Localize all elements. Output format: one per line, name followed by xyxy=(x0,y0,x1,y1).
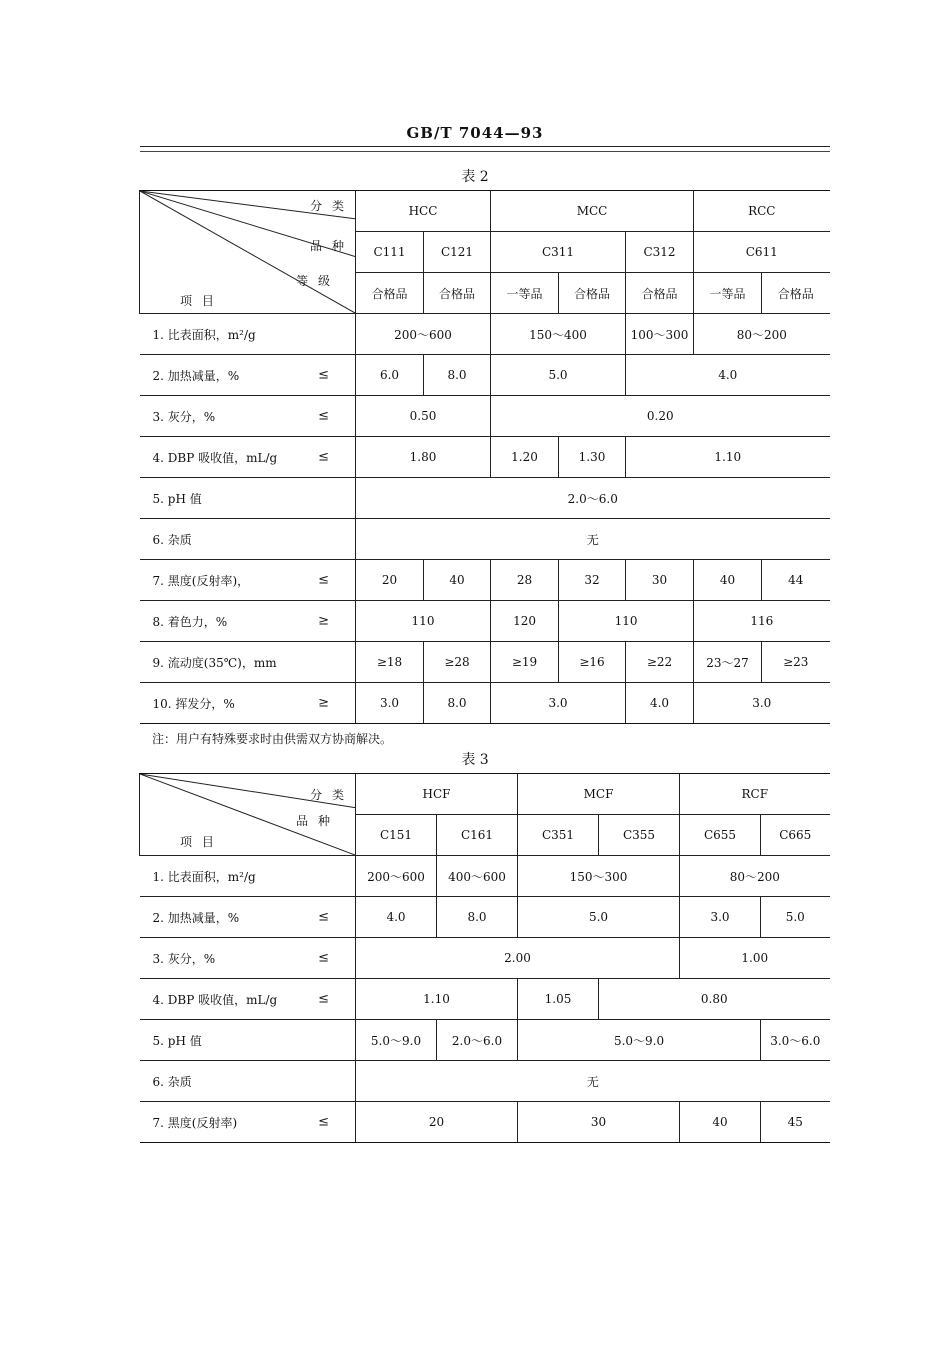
corner-category-label: 分 类 xyxy=(310,199,347,213)
value-cell: 4.0 xyxy=(626,683,694,724)
variety-cell: C665 xyxy=(761,815,830,856)
row-label-text: 3. 灰分，% xyxy=(152,951,216,966)
row-label-text: 1. 比表面积，m²/g xyxy=(152,869,256,884)
row-label-text: 5. pH 值 xyxy=(152,491,202,506)
value-cell: 44 xyxy=(762,560,830,601)
corner-item-label: 项 目 xyxy=(180,835,217,849)
row-label xyxy=(140,856,356,897)
value-cell: ≥16 xyxy=(559,642,626,683)
table-row xyxy=(140,601,830,642)
variety-cell: C655 xyxy=(680,815,761,856)
value-cell: 4.0 xyxy=(356,897,437,938)
row-symbol: ≥ xyxy=(318,695,329,711)
table-row xyxy=(140,396,830,437)
table-row xyxy=(140,856,830,897)
row-symbol: ≤ xyxy=(318,1114,329,1130)
value-cell: 120 xyxy=(491,601,559,642)
grade-cell: 合格品 xyxy=(559,273,626,314)
table3 xyxy=(139,773,830,1143)
row-label xyxy=(140,979,356,1020)
value-cell: 110 xyxy=(356,601,491,642)
row-label xyxy=(140,437,356,478)
corner-item-label: 项 目 xyxy=(180,294,217,308)
row-symbol: ≥ xyxy=(318,613,329,629)
row-symbol: ≤ xyxy=(318,408,329,424)
table-row xyxy=(140,897,830,938)
table-row xyxy=(140,560,830,601)
row-symbol: ≤ xyxy=(318,572,329,588)
value-cell: 30 xyxy=(626,560,694,601)
grade-cell: 合格品 xyxy=(424,273,491,314)
value-cell: 200～600 xyxy=(356,856,437,897)
value-cell: 3.0 xyxy=(694,683,830,724)
table2-header-row-category xyxy=(140,191,830,232)
row-symbol: ≤ xyxy=(318,991,329,1007)
row-symbol: ≤ xyxy=(318,367,329,383)
row-label xyxy=(140,560,356,601)
value-cell: 1.80 xyxy=(356,437,491,478)
grade-cell: 一等品 xyxy=(491,273,559,314)
value-cell: 无 xyxy=(356,1061,830,1102)
row-label xyxy=(140,642,356,683)
table3-corner-cell xyxy=(140,774,356,856)
row-label-text: 2. 加热减量，% xyxy=(152,368,240,383)
value-cell: 45 xyxy=(761,1102,830,1143)
value-cell: 32 xyxy=(559,560,626,601)
value-cell: ≥19 xyxy=(491,642,559,683)
value-cell: 3.0 xyxy=(680,897,761,938)
value-cell: 5.0～9.0 xyxy=(356,1020,437,1061)
variety-cell: C611 xyxy=(694,232,830,273)
value-cell: 80～200 xyxy=(680,856,830,897)
row-label-text: 4. DBP 吸收值，mL/g xyxy=(152,992,278,1007)
value-cell: ≥23 xyxy=(762,642,830,683)
value-cell: 3.0 xyxy=(356,683,424,724)
row-label-text: 5. pH 值 xyxy=(152,1033,202,1048)
variety-cell: C351 xyxy=(518,815,599,856)
row-label-text: 6. 杂质 xyxy=(152,532,192,547)
row-label-text: 10. 挥发分，% xyxy=(152,696,235,711)
value-cell: 116 xyxy=(694,601,830,642)
value-cell: 200～600 xyxy=(356,314,491,355)
row-label-text: 7. 黑度(反射率)， xyxy=(152,573,250,588)
value-cell: 80～200 xyxy=(694,314,830,355)
table-row xyxy=(140,478,830,519)
grade-cell: 合格品 xyxy=(762,273,830,314)
grade-cell: 合格品 xyxy=(626,273,694,314)
table-row xyxy=(140,519,830,560)
row-symbol: ≤ xyxy=(318,950,329,966)
value-cell: 1.00 xyxy=(680,938,830,979)
value-cell: 2.0～6.0 xyxy=(356,478,830,519)
header-rule-thin xyxy=(140,151,830,152)
table-row xyxy=(140,683,830,724)
row-symbol: ≤ xyxy=(318,449,329,465)
value-cell: 4.0 xyxy=(626,355,830,396)
table-row xyxy=(140,1020,830,1061)
value-cell: ≥18 xyxy=(356,642,424,683)
value-cell: 30 xyxy=(518,1102,680,1143)
corner-category-label: 分 类 xyxy=(310,788,347,802)
category-cell: MCF xyxy=(518,774,680,815)
value-cell: 2.0～6.0 xyxy=(437,1020,518,1061)
table2-caption: 表 2 xyxy=(461,169,489,185)
grade-cell: 合格品 xyxy=(356,273,424,314)
row-label-text: 7. 黑度(反射率) xyxy=(152,1115,238,1130)
value-cell: 40 xyxy=(424,560,491,601)
table3-header-row-category xyxy=(140,774,830,815)
value-cell: 6.0 xyxy=(356,355,424,396)
value-cell: 0.20 xyxy=(491,396,830,437)
variety-cell: C355 xyxy=(599,815,680,856)
variety-cell: C111 xyxy=(356,232,424,273)
corner-variety-label: 品 种 xyxy=(310,239,347,253)
row-label xyxy=(140,938,356,979)
variety-cell: C161 xyxy=(437,815,518,856)
table-row xyxy=(140,1061,830,1102)
value-cell: 8.0 xyxy=(424,355,491,396)
table-row xyxy=(140,642,830,683)
table2-corner-cell xyxy=(140,191,356,314)
table-row xyxy=(140,938,830,979)
table2-note: 注：用户有特殊要求时由供需双方协商解决。 xyxy=(152,732,393,746)
row-symbol: ≤ xyxy=(318,909,329,925)
value-cell: 8.0 xyxy=(437,897,518,938)
value-cell: 无 xyxy=(356,519,830,560)
value-cell: 40 xyxy=(694,560,762,601)
variety-cell: C151 xyxy=(356,815,437,856)
corner-variety-label: 品 种 xyxy=(296,814,333,828)
value-cell: 40 xyxy=(680,1102,761,1143)
value-cell: 3.0 xyxy=(491,683,626,724)
value-cell: 110 xyxy=(559,601,694,642)
table-row xyxy=(140,314,830,355)
header-rule xyxy=(140,146,830,147)
value-cell: 0.50 xyxy=(356,396,491,437)
value-cell: 1.10 xyxy=(356,979,518,1020)
value-cell: 23～27 xyxy=(694,642,762,683)
row-label xyxy=(140,601,356,642)
table2 xyxy=(139,190,830,724)
row-label xyxy=(140,396,356,437)
row-label-text: 3. 灰分，% xyxy=(152,409,216,424)
category-cell: MCC xyxy=(491,191,694,232)
value-cell: 2.00 xyxy=(356,938,680,979)
row-label-text: 4. DBP 吸收值，mL/g xyxy=(152,450,278,465)
category-cell: HCC xyxy=(356,191,491,232)
value-cell: ≥28 xyxy=(424,642,491,683)
value-cell: 20 xyxy=(356,560,424,601)
row-label xyxy=(140,897,356,938)
table-row xyxy=(140,355,830,396)
standard-number-header: GB/T 7044—93 xyxy=(406,124,544,142)
row-label-text: 6. 杂质 xyxy=(152,1074,192,1089)
row-label xyxy=(140,683,356,724)
category-cell: RCF xyxy=(680,774,830,815)
row-label-text: 9. 流动度(35℃)，mm xyxy=(152,655,277,670)
table3-caption: 表 3 xyxy=(461,752,489,768)
category-cell: RCC xyxy=(694,191,830,232)
value-cell: 3.0～6.0 xyxy=(761,1020,830,1061)
value-cell: 1.30 xyxy=(559,437,626,478)
table-row xyxy=(140,437,830,478)
row-label xyxy=(140,1061,356,1102)
row-label xyxy=(140,478,356,519)
value-cell: 150～400 xyxy=(491,314,626,355)
row-label xyxy=(140,1020,356,1061)
value-cell: 8.0 xyxy=(424,683,491,724)
row-label-text: 2. 加热减量，% xyxy=(152,910,240,925)
value-cell: 5.0～9.0 xyxy=(518,1020,761,1061)
value-cell: 100～300 xyxy=(626,314,694,355)
row-label-text: 8. 着色力，% xyxy=(152,614,228,629)
grade-cell: 一等品 xyxy=(694,273,762,314)
category-cell: HCF xyxy=(356,774,518,815)
value-cell: 150～300 xyxy=(518,856,680,897)
value-cell: 20 xyxy=(356,1102,518,1143)
table-row xyxy=(140,979,830,1020)
row-label xyxy=(140,1102,356,1143)
variety-cell: C311 xyxy=(491,232,626,273)
row-label xyxy=(140,314,356,355)
value-cell: 400～600 xyxy=(437,856,518,897)
row-label xyxy=(140,519,356,560)
variety-cell: C312 xyxy=(626,232,694,273)
row-label-text: 1. 比表面积，m²/g xyxy=(152,327,256,342)
corner-grade-label: 等 级 xyxy=(296,274,333,288)
value-cell: ≥22 xyxy=(626,642,694,683)
value-cell: 28 xyxy=(491,560,559,601)
value-cell: 1.05 xyxy=(518,979,599,1020)
table-row xyxy=(140,1102,830,1143)
value-cell: 0.80 xyxy=(599,979,830,1020)
value-cell: 5.0 xyxy=(491,355,626,396)
value-cell: 5.0 xyxy=(761,897,830,938)
value-cell: 1.10 xyxy=(626,437,830,478)
value-cell: 5.0 xyxy=(518,897,680,938)
variety-cell: C121 xyxy=(424,232,491,273)
row-label xyxy=(140,355,356,396)
value-cell: 1.20 xyxy=(491,437,559,478)
